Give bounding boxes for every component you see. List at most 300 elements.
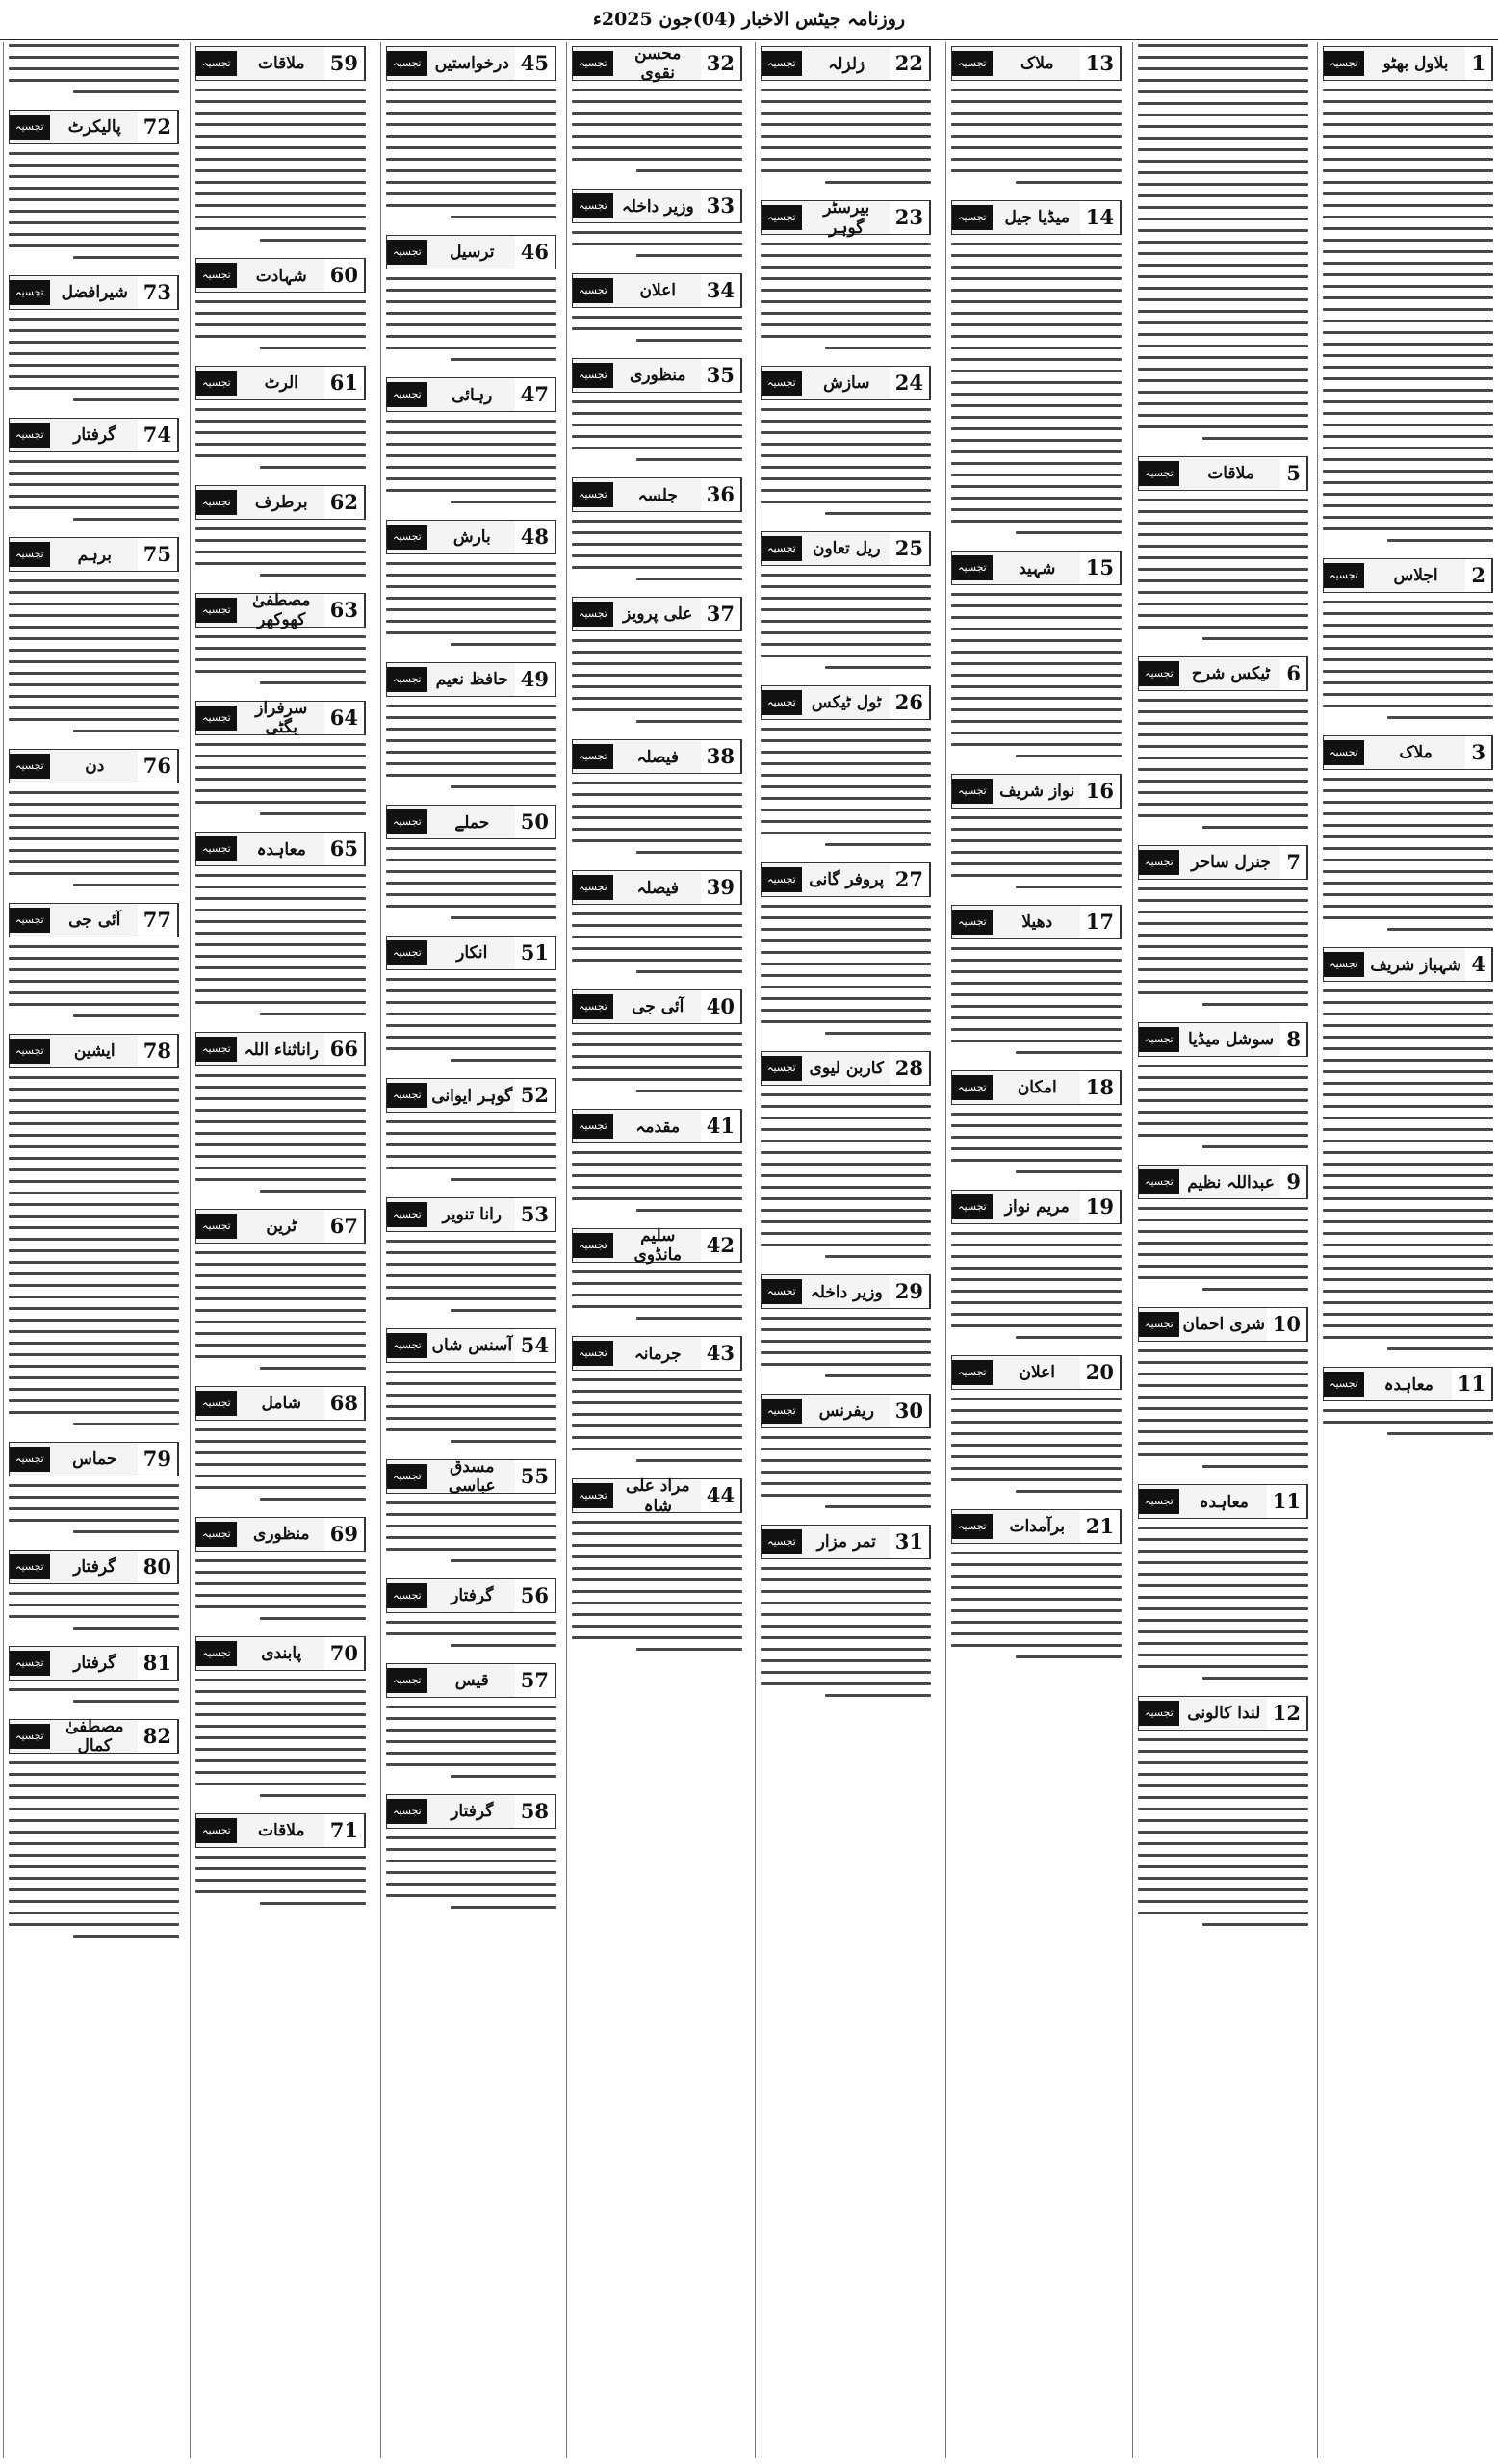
text-line (9, 1134, 179, 1137)
story-number: 38 (701, 740, 741, 773)
text-line (951, 851, 1122, 854)
story-body-text (761, 572, 931, 680)
text-line (761, 1567, 931, 1570)
text-line (572, 566, 742, 569)
text-line (1323, 705, 1493, 707)
text-line (572, 412, 742, 415)
story-body-text (761, 87, 931, 194)
text-line (572, 543, 742, 546)
text-line (9, 1203, 179, 1206)
text-line (386, 1871, 556, 1874)
story-header (386, 1078, 556, 1113)
text-line (761, 1009, 931, 1012)
news-story (951, 551, 1122, 768)
text-line (1138, 1430, 1308, 1433)
text-line (386, 774, 556, 777)
story-title: لندا کالونی (1187, 1704, 1261, 1723)
text-line (761, 1163, 931, 1166)
text-line (9, 460, 179, 463)
text-line (9, 1157, 179, 1160)
news-story (1138, 42, 1308, 450)
story-header (386, 235, 556, 270)
text-line (9, 814, 179, 817)
text-line (951, 662, 1122, 665)
text-line (636, 578, 742, 580)
text-line (1138, 1442, 1308, 1445)
text-line (1138, 791, 1308, 794)
text-line (761, 1244, 931, 1246)
story-body-text (572, 1149, 742, 1222)
text-line (195, 1571, 366, 1574)
text-line (9, 318, 179, 321)
text-line (73, 1530, 179, 1533)
story-number: 61 (324, 367, 365, 399)
text-line (1323, 239, 1493, 242)
text-line (195, 647, 366, 650)
text-line (1138, 391, 1308, 394)
story-header (572, 1109, 742, 1143)
story-tag: تجسیہ (1139, 661, 1179, 686)
text-line (386, 728, 556, 731)
text-line (195, 300, 366, 303)
text-line (572, 1636, 742, 1639)
text-line (761, 1093, 931, 1096)
text-line (1138, 1453, 1308, 1456)
text-line (451, 358, 556, 361)
text-line (386, 100, 556, 103)
text-line (1323, 1024, 1493, 1027)
text-line (195, 527, 366, 530)
story-tag: تجسیہ (387, 51, 427, 76)
story-title: منظوری (630, 366, 686, 385)
text-line (1323, 227, 1493, 230)
story-body-text (195, 406, 366, 479)
text-line (195, 1594, 366, 1597)
text-line (1138, 1642, 1308, 1645)
text-line (951, 393, 1122, 396)
text-line (572, 697, 742, 700)
text-line (1323, 481, 1493, 484)
text-line (9, 1284, 179, 1287)
story-title: نواز شریف (999, 782, 1075, 801)
text-line (1202, 437, 1308, 440)
text-line (386, 1717, 556, 1720)
story-tag: تجسیہ (762, 1279, 802, 1304)
text-line (386, 978, 556, 981)
text-line (9, 1923, 179, 1926)
story-body-text (951, 814, 1122, 899)
text-line (1323, 681, 1493, 684)
story-header (951, 1070, 1122, 1105)
text-line (1138, 1550, 1308, 1553)
text-line (761, 243, 931, 245)
text-line (195, 112, 366, 115)
text-line (572, 782, 742, 784)
news-story (195, 701, 366, 826)
story-title: فیصلہ (636, 878, 680, 898)
text-line (1387, 1432, 1493, 1435)
story-number: 65 (324, 833, 365, 865)
text-line (9, 244, 179, 247)
text-line (9, 718, 179, 721)
text-line (951, 312, 1122, 315)
story-title: ملاک (1020, 54, 1054, 73)
story-header (1323, 46, 1493, 81)
text-line (1202, 1677, 1308, 1680)
text-line (1323, 343, 1493, 346)
text-line (572, 1043, 742, 1046)
story-body-text (195, 1854, 366, 1915)
text-line (761, 1494, 931, 1497)
story-number: 40 (701, 990, 741, 1023)
text-line (386, 1013, 556, 1015)
text-line (9, 1784, 179, 1787)
story-number: 47 (515, 378, 555, 411)
text-line (195, 943, 366, 946)
story-title: مراد علی شاہ (625, 1476, 690, 1516)
text-line (825, 666, 931, 669)
story-number: 79 (138, 1443, 178, 1476)
story-header (761, 366, 931, 400)
text-line (9, 1342, 179, 1345)
news-story (386, 662, 556, 799)
text-line (195, 1759, 366, 1762)
story-title: ٹرین (266, 1217, 297, 1236)
story-number: 28 (890, 1052, 930, 1085)
text-line (572, 158, 742, 161)
text-line (386, 1382, 556, 1385)
story-title: ریل تعاون (812, 539, 881, 558)
text-line (1138, 1207, 1308, 1210)
text-line (572, 805, 742, 808)
story-header (195, 1032, 366, 1066)
text-line (572, 924, 742, 927)
text-line (1138, 768, 1308, 771)
story-number: 4 (1465, 948, 1492, 981)
text-line (9, 1145, 179, 1148)
text-line (636, 254, 742, 257)
story-body-text (1138, 1736, 1308, 1937)
story-number: 31 (890, 1526, 930, 1558)
news-story (9, 1550, 179, 1640)
story-number: 63 (324, 594, 365, 627)
story-header (9, 903, 179, 937)
text-line (195, 1274, 366, 1277)
text-line (73, 90, 179, 93)
text-line (572, 1555, 742, 1558)
story-header (572, 870, 742, 905)
text-line (1138, 1134, 1308, 1137)
text-line (1323, 273, 1493, 276)
story-tag: تجسیہ (1324, 1372, 1364, 1397)
text-line (195, 1286, 366, 1289)
story-number: 68 (324, 1387, 365, 1420)
text-line (9, 329, 179, 332)
text-line (951, 708, 1122, 711)
story-header (572, 477, 742, 512)
story-header (1138, 845, 1308, 880)
story-number: 46 (515, 236, 555, 269)
story-body-text (1138, 1063, 1308, 1159)
text-line (572, 1078, 742, 1081)
text-line (951, 112, 1122, 115)
text-line (1138, 1584, 1308, 1587)
text-line (761, 986, 931, 988)
text-line (1138, 1750, 1308, 1753)
text-line (1323, 835, 1493, 838)
text-line (761, 1636, 931, 1639)
story-tag: تجسیہ (196, 1214, 237, 1239)
text-line (951, 685, 1122, 688)
story-title: درخواستیں (434, 54, 509, 73)
text-line (572, 100, 742, 103)
text-line (195, 1428, 366, 1431)
text-line (1323, 847, 1493, 850)
news-story (951, 905, 1122, 1065)
text-line (9, 1330, 179, 1333)
text-line (572, 1390, 742, 1393)
text-line (951, 485, 1122, 488)
story-header (386, 1794, 556, 1829)
text-line (386, 346, 556, 349)
news-story (386, 235, 556, 372)
story-body-text (951, 945, 1122, 1065)
text-line (1138, 206, 1308, 209)
text-line (1323, 1220, 1493, 1223)
story-title: اعلان (639, 281, 676, 300)
text-line (9, 649, 179, 652)
text-line (761, 1140, 931, 1142)
news-story (572, 870, 742, 984)
text-line (9, 1388, 179, 1391)
text-line (9, 579, 179, 582)
story-body-text (386, 1704, 556, 1788)
story-body-text (9, 1482, 179, 1544)
story-title: اجلاس (1393, 566, 1438, 585)
text-line (1323, 366, 1493, 369)
text-line (9, 1226, 179, 1229)
text-line (1323, 601, 1493, 603)
text-line (451, 643, 556, 646)
text-line (1323, 1186, 1493, 1189)
text-line (1323, 470, 1493, 473)
text-line (951, 628, 1122, 630)
text-line (1138, 1912, 1308, 1914)
story-number: 3 (1465, 736, 1492, 769)
text-line (761, 974, 931, 977)
story-title: سوشل میڈیا (1187, 1030, 1275, 1049)
text-line (1138, 887, 1308, 890)
story-header (195, 1636, 366, 1671)
text-line (195, 562, 366, 565)
text-line (386, 158, 556, 161)
text-line (1323, 1324, 1493, 1327)
text-line (9, 56, 179, 59)
story-tag: تجسیہ (762, 1399, 802, 1424)
text-line (386, 1251, 556, 1254)
text-line (636, 169, 742, 172)
text-line (761, 254, 931, 257)
text-line (386, 169, 556, 172)
text-line (9, 957, 179, 960)
story-title: علی پرویز (623, 604, 693, 624)
story-number: 56 (515, 1579, 555, 1612)
story-body-text (761, 1315, 931, 1388)
text-line (951, 593, 1122, 596)
news-story (761, 862, 931, 1045)
news-story (1323, 558, 1493, 730)
text-line (260, 1902, 366, 1905)
text-line (73, 1700, 179, 1703)
story-header (386, 662, 556, 697)
text-line (572, 135, 742, 138)
text-line (386, 1274, 556, 1277)
text-line (1138, 1619, 1308, 1622)
text-line (951, 243, 1122, 245)
text-line (761, 1471, 931, 1474)
text-line (1138, 1842, 1308, 1845)
story-tag: تجسیہ (1139, 1169, 1179, 1194)
story-tag: تجسیہ (952, 555, 993, 580)
text-line (951, 1467, 1122, 1470)
story-title: ٹیکس شرح (1191, 664, 1271, 683)
text-line (761, 797, 931, 800)
text-line (1323, 1278, 1493, 1281)
story-header (386, 520, 556, 554)
text-line (1202, 1923, 1308, 1926)
text-line (9, 1831, 179, 1834)
story-number: 8 (1280, 1023, 1307, 1056)
text-line (951, 720, 1122, 723)
text-line (1323, 1151, 1493, 1154)
text-line (1138, 1808, 1308, 1810)
story-tag: تجسیہ (952, 1514, 993, 1539)
text-line (1202, 637, 1308, 640)
text-line (951, 651, 1122, 654)
text-line (386, 1286, 556, 1289)
story-body-text (9, 1686, 179, 1713)
story-body-text (9, 458, 179, 531)
text-line (9, 1507, 179, 1510)
story-title: ریفرنس (818, 1401, 874, 1421)
story-tag: تجسیہ (10, 1447, 50, 1472)
story-title: حملے (454, 812, 490, 833)
story-header (761, 531, 931, 566)
text-line (1323, 331, 1493, 334)
text-line (9, 506, 179, 509)
text-line (1138, 264, 1308, 267)
text-line (636, 1090, 742, 1092)
story-body-text (951, 1550, 1122, 1669)
text-line (761, 158, 931, 161)
story-body-text (1138, 697, 1308, 839)
text-line (386, 762, 556, 765)
news-story (1138, 456, 1308, 651)
text-line (951, 146, 1122, 149)
story-number: 66 (324, 1033, 365, 1065)
text-line (260, 1367, 366, 1370)
story-body-text (951, 1111, 1122, 1184)
text-line (386, 1740, 556, 1743)
text-line (761, 135, 931, 138)
story-header (9, 537, 179, 572)
text-line (951, 616, 1122, 619)
text-line (1323, 1336, 1493, 1339)
story-header (195, 46, 366, 81)
text-line (951, 1016, 1122, 1019)
news-story (386, 1663, 556, 1788)
text-line (761, 1648, 931, 1651)
text-line (951, 254, 1122, 257)
text-line (9, 67, 179, 70)
text-line (1138, 275, 1308, 278)
text-line (9, 1099, 179, 1102)
text-line (9, 187, 179, 190)
text-line (1323, 262, 1493, 265)
text-line (951, 1232, 1122, 1235)
text-line (1138, 699, 1308, 702)
text-line (195, 1702, 366, 1705)
text-line (195, 1890, 366, 1893)
story-header (761, 1051, 931, 1086)
text-line (9, 1076, 179, 1079)
text-line (761, 420, 931, 423)
text-line (636, 1317, 742, 1320)
story-body-text (386, 1238, 556, 1322)
text-line (761, 1328, 931, 1331)
text-line (1323, 824, 1493, 827)
story-number: 75 (138, 538, 178, 571)
text-line (386, 489, 556, 492)
text-line (73, 398, 179, 401)
text-line (951, 862, 1122, 865)
story-header (951, 200, 1122, 235)
text-line (195, 1332, 366, 1335)
text-line (761, 728, 931, 731)
news-story (386, 936, 556, 1072)
text-line (1138, 980, 1308, 983)
text-line (761, 443, 931, 446)
story-tag: تجسیہ (10, 1724, 50, 1749)
text-line (386, 608, 556, 611)
text-line (1016, 1051, 1122, 1054)
story-number: 48 (515, 521, 555, 553)
text-line (951, 123, 1122, 126)
text-line (761, 300, 931, 303)
text-line (951, 1444, 1122, 1447)
text-line (386, 1525, 556, 1527)
text-line (1016, 1336, 1122, 1339)
story-tag: تجسیہ (573, 278, 613, 303)
news-story (195, 593, 366, 695)
story-number: 71 (324, 1814, 365, 1847)
story-body-text (386, 845, 556, 930)
story-number: 23 (890, 201, 930, 234)
story-header (951, 905, 1122, 939)
text-line (761, 1128, 931, 1131)
text-line (195, 989, 366, 992)
text-line (195, 323, 366, 326)
text-line (572, 400, 742, 403)
text-line (9, 1168, 179, 1171)
text-line (195, 227, 366, 230)
text-line (1323, 320, 1493, 322)
text-line (9, 672, 179, 675)
text-line (9, 221, 179, 224)
text-line (9, 152, 179, 155)
story-tag: تجسیہ (196, 371, 237, 396)
text-line (1138, 522, 1308, 525)
